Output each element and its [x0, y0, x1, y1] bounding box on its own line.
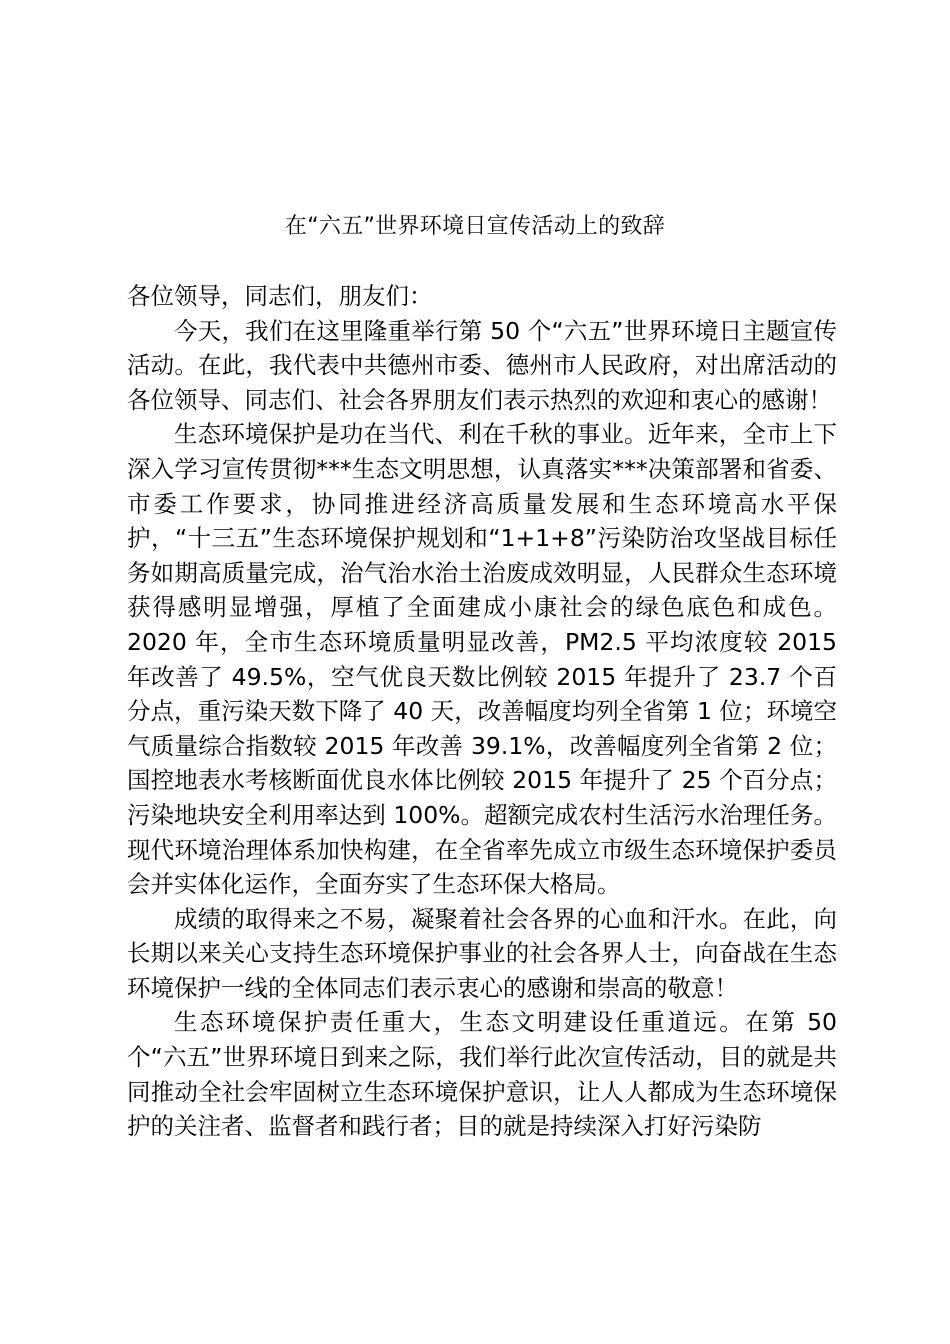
document-title: 在“六五”世界环境日宣传活动上的致辞 [284, 214, 666, 239]
document-body [127, 279, 837, 1144]
paragraph-opening: 今天，我们在这里隆重举行第 50 个“六五”世界环境日主题宣传活动。在此，我代表中共德州市委、德州市人民政府，对出席活动的各位领导、同志们、社会各界朋友们表示热烈的欢迎和衷心的感谢！ [127, 316, 837, 414]
paragraph-thanks: 成绩的取得来之不易，凝聚着社会各界的心血和汗水。在此，向长期以来关心支持生态环境保护事业的社会各界人士，向奋战在生态环境保护一线的全体同志们表示衷心的感谢和崇高的敬意！ [127, 904, 837, 1002]
paragraph-achievements: 生态环境保护是功在当代、利在千秋的事业。近年来，全市上下深入学习宣传贯彻***生态文明思想，认真落实***决策部署和省委、市委工作要求，协同推进经济高质量发展和生态环境高水平保护，“十三五”生态环境保护规划和“1+1+8”污染防治攻坚战目标任务如期高质量完成，治气治水治土治废成效明显，人民群众生态环境获得感明显增强，厚植了全面建成小康社会的绿色底色和成色。2020 年，全市生态环境质量明显改善，PM2.5 平均浓度较 2015 年改善了 49.5%，空气优良天数比例较 2015 年提升了 23.7 个百分点，重污染天数下降了 40 天，改善幅度均列全省第 1 位；环境空气质量综合指数较 2015 年改善 39.1%，改善幅度列全省第 2 位；国控地表水考核断面优良水体比例较 2015 年提升了 25 个百分点；污染地块安全利用率达到 100%。超额完成农村生活污水治理任务。现代环境治理体系加快构建，在全省率先成立市级生态环境保护委员会并实体化运作，全面夯实了生态环保大格局。 [127, 420, 837, 899]
salutation: 各位领导，同志们，朋友们： [127, 282, 433, 310]
paragraph-purpose: 生态环境保护责任重大，生态文明建设任重道远。在第 50 个“六五”世界环境日到来之际，我们举行此次宣传活动，目的就是共同推动全社会牢固树立生态环境保护意识，让人人都成为生态环境保护的关注者、监督者和践行者；目的就是持续深入打好污染防 [127, 1008, 837, 1141]
